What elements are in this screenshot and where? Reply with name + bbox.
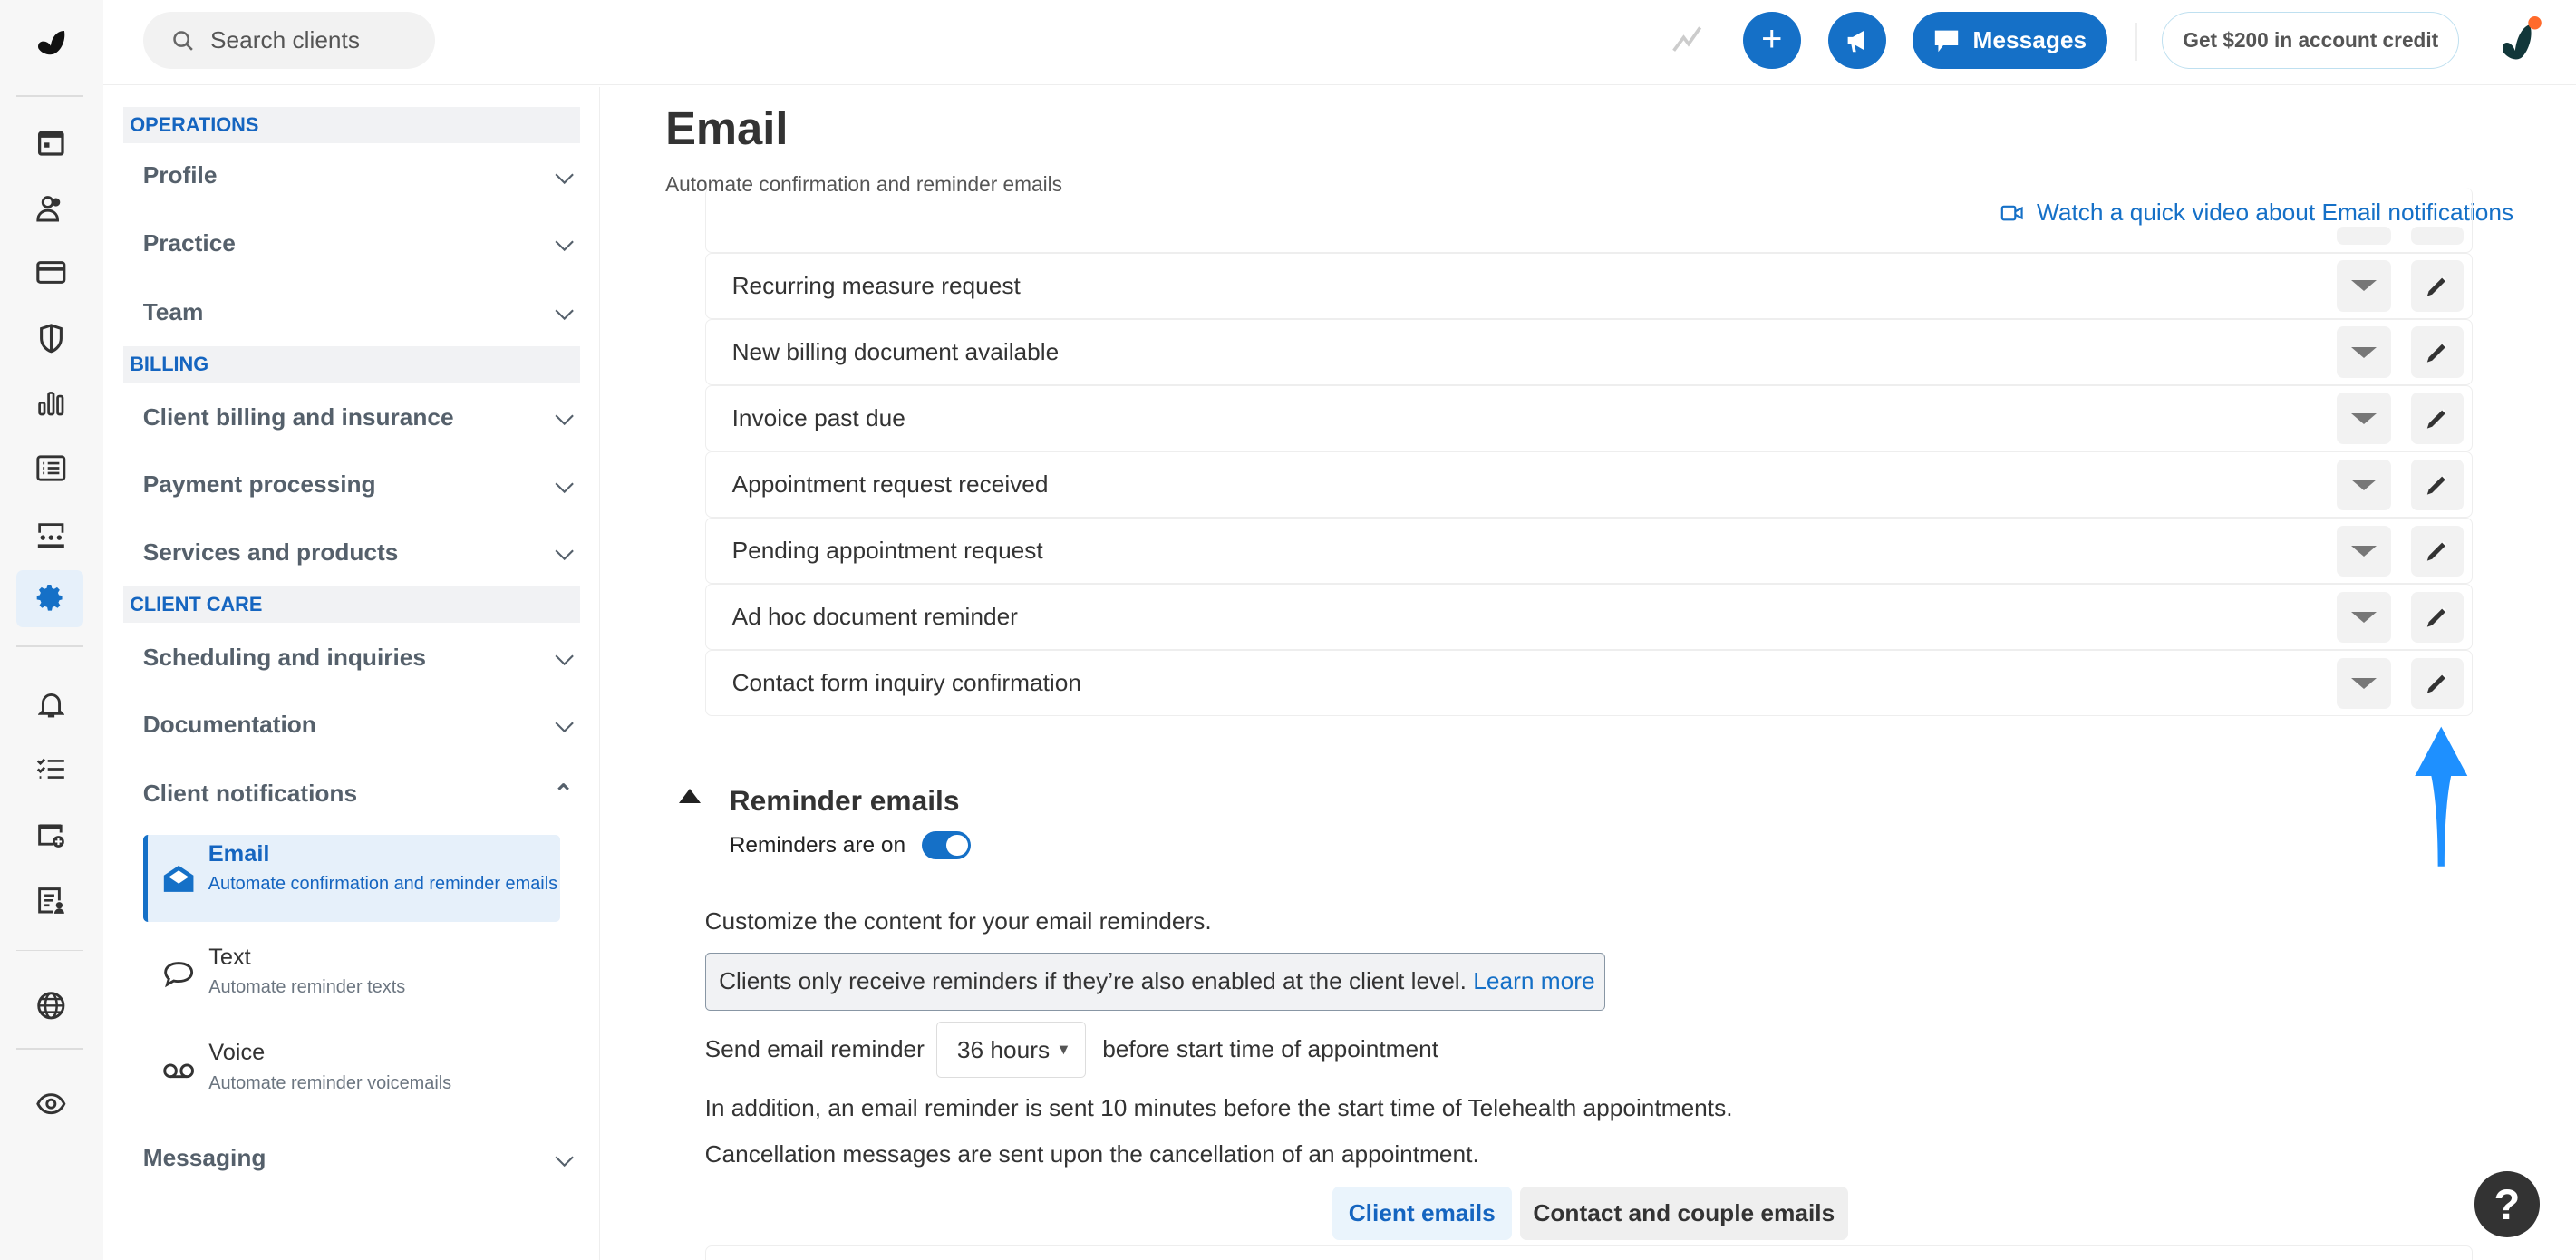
chevron-down-icon: ⌵	[555, 1143, 574, 1171]
nav-label: Team	[142, 297, 204, 325]
nav-label: Services and products	[142, 538, 399, 566]
nav-item-messaging[interactable]	[143, 1134, 574, 1183]
expand-button[interactable]	[2337, 460, 2391, 510]
document-person-icon[interactable]	[31, 881, 71, 921]
nav-label: Profile	[142, 161, 218, 189]
sub-item-text[interactable]	[143, 945, 560, 998]
chevron-down-icon: ⌵	[555, 402, 574, 431]
telehealth-text: In addition, an email reminder is sent 10 minutes before the start time of Telehealth appointments.	[704, 1094, 1733, 1122]
add-button[interactable]	[1743, 12, 1800, 69]
clients-icon[interactable]	[31, 189, 71, 228]
nav-label: Scheduling and inquiries	[142, 643, 426, 671]
nav-label: Practice	[142, 228, 236, 257]
nav-item-practice[interactable]	[143, 218, 574, 267]
reminder-emails-heading: Reminder emails	[729, 783, 960, 817]
caret-down-icon	[2351, 280, 2377, 291]
checklist-icon[interactable]	[31, 750, 71, 790]
section-header-operations: OPERATIONS	[123, 107, 580, 143]
annotation-arrow-icon	[2408, 723, 2474, 871]
calendar-add-icon[interactable]	[31, 815, 71, 855]
email-row	[705, 650, 2473, 716]
chevron-down-icon: ⌵	[555, 228, 574, 257]
group-icon[interactable]	[31, 514, 71, 554]
search-input[interactable]	[143, 12, 436, 69]
chevron-up-icon: ⌃	[553, 779, 574, 807]
megaphone-icon	[1845, 27, 1871, 53]
sub-item-title: Voice	[208, 1040, 266, 1066]
email-row	[705, 253, 2473, 319]
email-row-label: Recurring measure request	[731, 271, 1021, 299]
voicemail-icon	[162, 1056, 195, 1086]
trend-icon[interactable]	[1671, 23, 1703, 63]
email-row-label: Ad hoc document reminder	[731, 603, 1018, 631]
bell-icon[interactable]	[31, 685, 71, 725]
announcements-button[interactable]	[1828, 12, 1885, 69]
expand-button[interactable]	[2337, 326, 2391, 377]
globe-icon[interactable]	[31, 986, 71, 1026]
shield-icon[interactable]	[31, 319, 71, 359]
email-row-label: Contact form inquiry confirmation	[731, 669, 1081, 697]
email-row-label: New billing document available	[731, 337, 1060, 365]
edit-button[interactable]	[2411, 460, 2464, 510]
chevron-down-icon: ⌵	[555, 710, 574, 738]
email-row-label: Invoice past due	[731, 403, 905, 431]
reminders-toggle[interactable]	[922, 831, 971, 859]
chevron-down-icon: ⌵	[555, 160, 574, 189]
caret-down-icon: ▼	[1056, 1041, 1071, 1058]
email-row	[705, 385, 2473, 451]
cancellation-text: Cancellation messages are sent upon the cancellation of an appointment.	[704, 1139, 1479, 1168]
tab-client-emails[interactable]: Client emails	[1332, 1187, 1512, 1241]
edit-button[interactable]	[2411, 592, 2464, 643]
reminder-time-select[interactable]	[936, 1022, 1086, 1078]
nav-item-client-billing[interactable]	[143, 393, 574, 441]
expand-button[interactable]	[2337, 592, 2391, 643]
messages-button[interactable]	[1913, 12, 2108, 69]
chat-bubble-icon	[1933, 27, 1960, 53]
edit-button[interactable]	[2411, 658, 2464, 709]
email-row	[705, 584, 2473, 650]
edit-button[interactable]	[2411, 260, 2464, 311]
expand-button[interactable]	[2337, 658, 2391, 709]
sub-item-desc: Automate reminder texts	[208, 977, 406, 998]
pencil-icon	[2426, 275, 2448, 297]
sub-item-desc: Automate confirmation and reminder emails	[208, 874, 558, 895]
credit-label: Get $200 in account credit	[2183, 27, 2439, 52]
list-icon[interactable]	[31, 449, 71, 489]
search-icon	[172, 30, 194, 52]
pencil-icon	[2426, 539, 2448, 562]
user-avatar[interactable]	[2487, 16, 2543, 73]
help-button[interactable]: ?	[2474, 1171, 2541, 1237]
pencil-icon	[2426, 672, 2448, 694]
calendar-icon[interactable]	[31, 123, 71, 163]
section-header-billing: BILLING	[123, 346, 580, 383]
divider	[2135, 23, 2137, 61]
nav-item-documentation[interactable]	[143, 700, 574, 749]
nav-item-services-products[interactable]	[143, 528, 574, 577]
reminder-time-value: 36 hours	[956, 1035, 1051, 1063]
email-row	[705, 319, 2473, 385]
plus-icon: +	[1761, 19, 1783, 60]
notice-text: Clients only receive reminders if they’re also enabled at the client level.	[719, 967, 1467, 995]
notification-dot	[2528, 16, 2542, 30]
icon-rail	[0, 0, 103, 1260]
email-row-label: Pending appointment request	[731, 537, 1043, 565]
eye-icon[interactable]	[31, 1084, 71, 1124]
nav-label: Messaging	[142, 1144, 266, 1172]
pencil-icon	[2426, 407, 2448, 430]
learn-more-link[interactable]: Learn more	[1473, 967, 1595, 995]
chevron-down-icon: ⌵	[555, 297, 574, 325]
chevron-down-icon: ⌵	[555, 643, 574, 670]
expand-button[interactable]	[2337, 526, 2391, 577]
email-row	[705, 451, 2473, 518]
expand-button[interactable]	[2337, 393, 2391, 443]
account-credit-button[interactable]	[2162, 12, 2459, 69]
section-header-client-care: CLIENT CARE	[123, 586, 580, 623]
messages-label: Messages	[1972, 25, 2087, 53]
sub-item-title: Email	[208, 841, 270, 867]
envelope-open-icon	[162, 864, 195, 894]
nav-label: Payment processing	[142, 470, 376, 499]
caret-down-icon	[2351, 413, 2377, 424]
email-row	[705, 518, 2473, 584]
nav-item-profile[interactable]	[143, 151, 574, 200]
nav-label: Client notifications	[142, 779, 358, 807]
email-row-partial	[705, 1245, 2473, 1260]
sub-item-email[interactable]	[143, 835, 560, 922]
customize-text: Customize the content for your email reminders.	[704, 906, 1212, 935]
billing-card-icon[interactable]	[31, 253, 71, 293]
page-subtitle: Automate confirmation and reminder emails	[665, 172, 1062, 197]
chevron-down-icon: ⌵	[555, 538, 574, 565]
edit-button[interactable]	[2411, 393, 2464, 443]
email-row-partial	[705, 188, 2473, 254]
speech-bubble-icon	[162, 960, 195, 990]
tab-contact-couple-emails[interactable]: Contact and couple emails	[1520, 1187, 1849, 1241]
pencil-icon	[2426, 473, 2448, 496]
reminders-toggle-label: Reminders are on	[729, 832, 906, 858]
nav-item-client-notifications[interactable]	[143, 769, 574, 818]
pencil-icon	[2426, 606, 2448, 628]
chevron-down-icon: ⌵	[555, 470, 574, 498]
caret-down-icon	[2351, 480, 2377, 490]
client-level-notice	[705, 953, 1605, 1010]
caret-down-icon	[2351, 612, 2377, 623]
nav-item-scheduling[interactable]	[143, 633, 574, 682]
send-reminder-prefix: Send email reminder	[704, 1034, 925, 1062]
expand-button[interactable]	[2337, 260, 2391, 311]
sub-item-desc: Automate reminder voicemails	[208, 1072, 452, 1093]
send-reminder-suffix: before start time of appointment	[1102, 1034, 1439, 1062]
watch-video-label: Watch a quick video about Email notifications	[2037, 199, 2514, 227]
edit-button[interactable]	[2411, 326, 2464, 377]
nav-label: Documentation	[142, 710, 316, 738]
settings-sidebar	[103, 87, 599, 1260]
sub-item-title: Text	[208, 945, 251, 971]
pencil-icon	[2426, 341, 2448, 363]
logo-icon[interactable]	[31, 24, 71, 64]
nav-label: Client billing and insurance	[142, 402, 454, 431]
search-placeholder: Search clients	[210, 25, 360, 53]
sub-item-voice[interactable]	[143, 1040, 560, 1093]
caret-down-icon	[2351, 347, 2377, 358]
caret-down-icon	[2351, 546, 2377, 557]
collapse-triangle-icon[interactable]	[679, 789, 701, 803]
caret-down-icon	[2351, 678, 2377, 689]
analytics-icon[interactable]	[31, 383, 71, 422]
edit-button[interactable]	[2411, 526, 2464, 577]
nav-item-payment-processing[interactable]	[143, 460, 574, 509]
nav-item-team[interactable]	[143, 287, 574, 336]
page-title: Email	[665, 102, 789, 155]
email-row-label: Appointment request received	[731, 470, 1049, 498]
settings-gear-icon[interactable]	[31, 578, 71, 618]
